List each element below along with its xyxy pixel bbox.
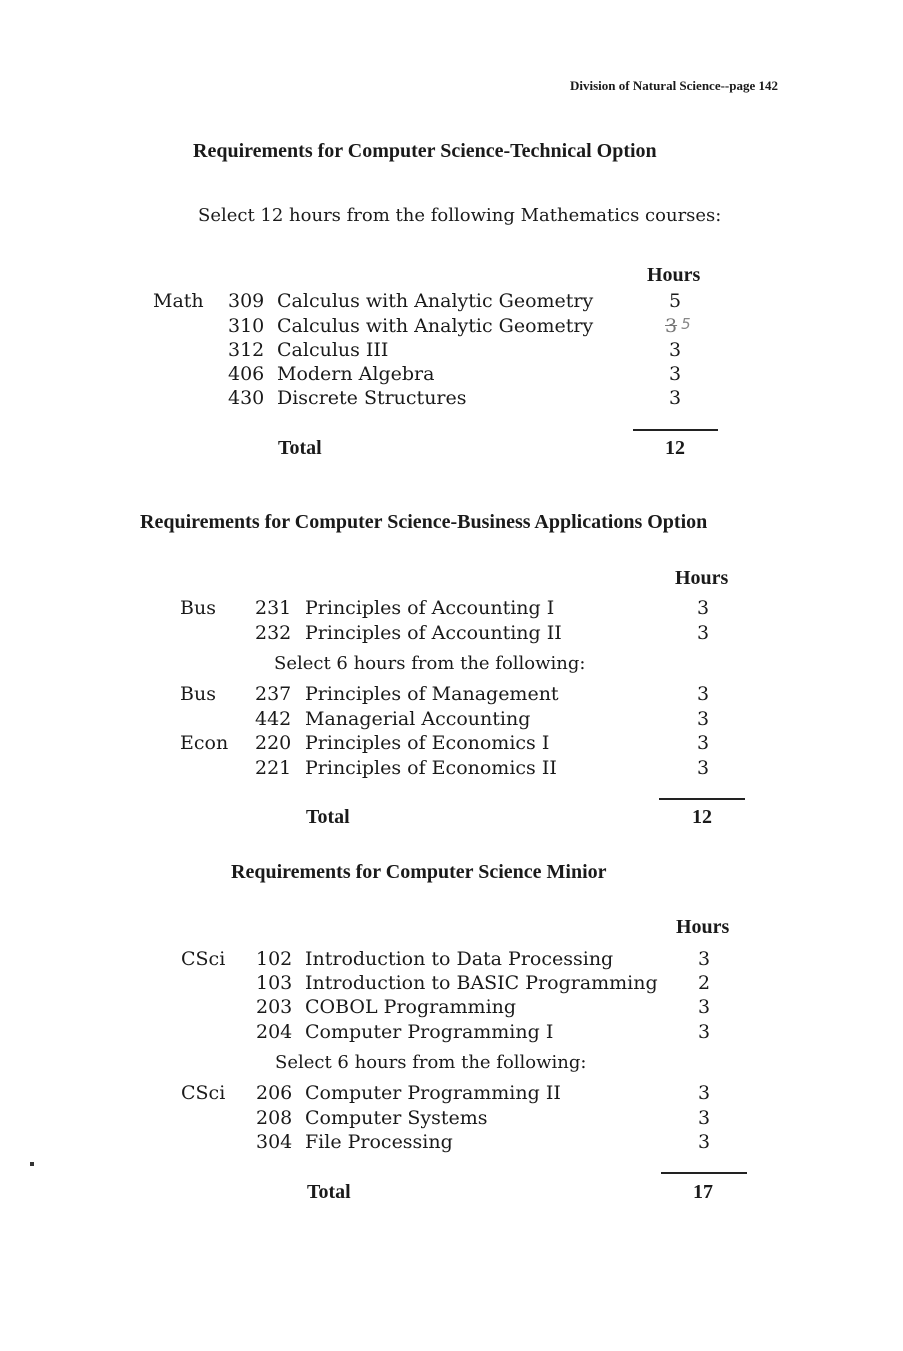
course-number: 206 — [256, 1082, 293, 1104]
course-title: COBOL Programming — [305, 996, 517, 1018]
course-hours: 3 — [669, 387, 682, 409]
course-dept: Bus — [180, 597, 216, 619]
course-number: 221 — [255, 757, 292, 779]
course-row — [0, 363, 903, 388]
course-number: 237 — [255, 683, 292, 705]
course-hours: 3 — [698, 1107, 711, 1129]
course-number: 220 — [255, 732, 292, 754]
course-row — [0, 597, 903, 622]
course-hours: 3 — [698, 1021, 711, 1043]
course-title: Computer Programming II — [305, 1082, 561, 1104]
course-row — [0, 387, 903, 412]
course-number: 406 — [228, 363, 265, 385]
course-title: Principles of Management — [305, 683, 559, 705]
course-number: 231 — [255, 597, 292, 619]
course-hours: 3 — [697, 708, 710, 730]
total-rule — [633, 429, 718, 431]
course-title: Calculus with Analytic Geometry — [277, 290, 594, 312]
course-hours: 3 — [697, 622, 710, 644]
course-number: 430 — [228, 387, 265, 409]
course-number: 208 — [256, 1107, 293, 1129]
course-hours: 3 — [698, 1082, 711, 1104]
course-dept: Econ — [180, 732, 229, 754]
course-hours: 3 — [698, 1131, 711, 1153]
hours-column-header: Hours — [647, 264, 701, 286]
course-row — [0, 1021, 903, 1046]
course-hours: 5 — [669, 290, 682, 312]
course-row — [0, 708, 903, 733]
course-number: 309 — [228, 290, 265, 312]
course-title: Introduction to BASIC Programming — [305, 972, 658, 994]
course-title: Discrete Structures — [277, 387, 467, 409]
course-hours: 3 — [669, 363, 682, 385]
course-row — [0, 315, 903, 340]
total-label: Total — [307, 1181, 351, 1203]
course-hours: 3 — [697, 732, 710, 754]
handwritten-correction: 5 — [681, 315, 691, 333]
select-note: Select 6 hours from the following: — [275, 1052, 587, 1073]
course-row — [0, 683, 903, 708]
course-hours: 3 — [698, 996, 711, 1018]
total-value: 12 — [692, 806, 712, 828]
course-number: 312 — [228, 339, 265, 361]
course-hours-struck: 3 — [665, 315, 678, 337]
course-hours-corrected — [665, 315, 691, 337]
course-dept: Math — [153, 290, 204, 312]
course-hours: 3 — [697, 683, 710, 705]
course-hours: 3 — [698, 948, 711, 970]
course-row — [0, 1131, 903, 1156]
course-row — [0, 622, 903, 647]
course-title: File Processing — [305, 1131, 453, 1153]
section-heading-minor: Requirements for Computer Science Minior — [231, 861, 607, 883]
course-title: Calculus with Analytic Geometry — [277, 315, 594, 337]
course-row — [0, 732, 903, 757]
course-row — [0, 996, 903, 1021]
course-title: Principles of Economics I — [305, 732, 550, 754]
total-label: Total — [306, 806, 350, 828]
total-value: 12 — [665, 437, 685, 459]
course-hours: 2 — [698, 972, 711, 994]
hours-column-header: Hours — [675, 567, 729, 589]
course-row — [0, 948, 903, 973]
course-number: 232 — [255, 622, 292, 644]
course-title: Computer Systems — [305, 1107, 488, 1129]
course-row — [0, 972, 903, 997]
course-dept: CSci — [181, 1082, 226, 1104]
course-title: Principles of Economics II — [305, 757, 557, 779]
course-number: 442 — [255, 708, 292, 730]
section-heading-technical: Requirements for Computer Science-Technical Option — [193, 140, 657, 162]
course-title: Principles of Accounting I — [305, 597, 555, 619]
course-number: 204 — [256, 1021, 293, 1043]
course-hours: 3 — [669, 339, 682, 361]
section-heading-business: Requirements for Computer Science-Business Applications Option — [140, 511, 708, 533]
section-instruction: Select 12 hours from the following Mathematics courses: — [198, 205, 722, 226]
course-title: Calculus III — [277, 339, 389, 361]
course-row — [0, 1107, 903, 1132]
course-row — [0, 290, 903, 315]
course-number: 203 — [256, 996, 293, 1018]
page-header: Division of Natural Science--page 142 — [570, 78, 778, 93]
course-number: 103 — [256, 972, 293, 994]
course-number: 310 — [228, 315, 265, 337]
course-title: Computer Programming I — [305, 1021, 554, 1043]
scan-speck — [30, 1162, 34, 1166]
course-row — [0, 339, 903, 364]
total-rule — [659, 798, 745, 800]
select-note: Select 6 hours from the following: — [274, 653, 586, 674]
course-title: Principles of Accounting II — [305, 622, 562, 644]
total-value: 17 — [693, 1181, 713, 1203]
course-row — [0, 1082, 903, 1107]
course-title: Modern Algebra — [277, 363, 435, 385]
course-number: 304 — [256, 1131, 293, 1153]
course-hours: 3 — [697, 757, 710, 779]
course-number: 102 — [256, 948, 293, 970]
course-title: Managerial Accounting — [305, 708, 531, 730]
course-hours: 3 — [697, 597, 710, 619]
course-row — [0, 757, 903, 782]
course-title: Introduction to Data Processing — [305, 948, 614, 970]
total-label: Total — [278, 437, 322, 459]
course-dept: Bus — [180, 683, 216, 705]
hours-column-header: Hours — [676, 916, 730, 938]
course-dept: CSci — [181, 948, 226, 970]
total-rule — [661, 1172, 747, 1174]
